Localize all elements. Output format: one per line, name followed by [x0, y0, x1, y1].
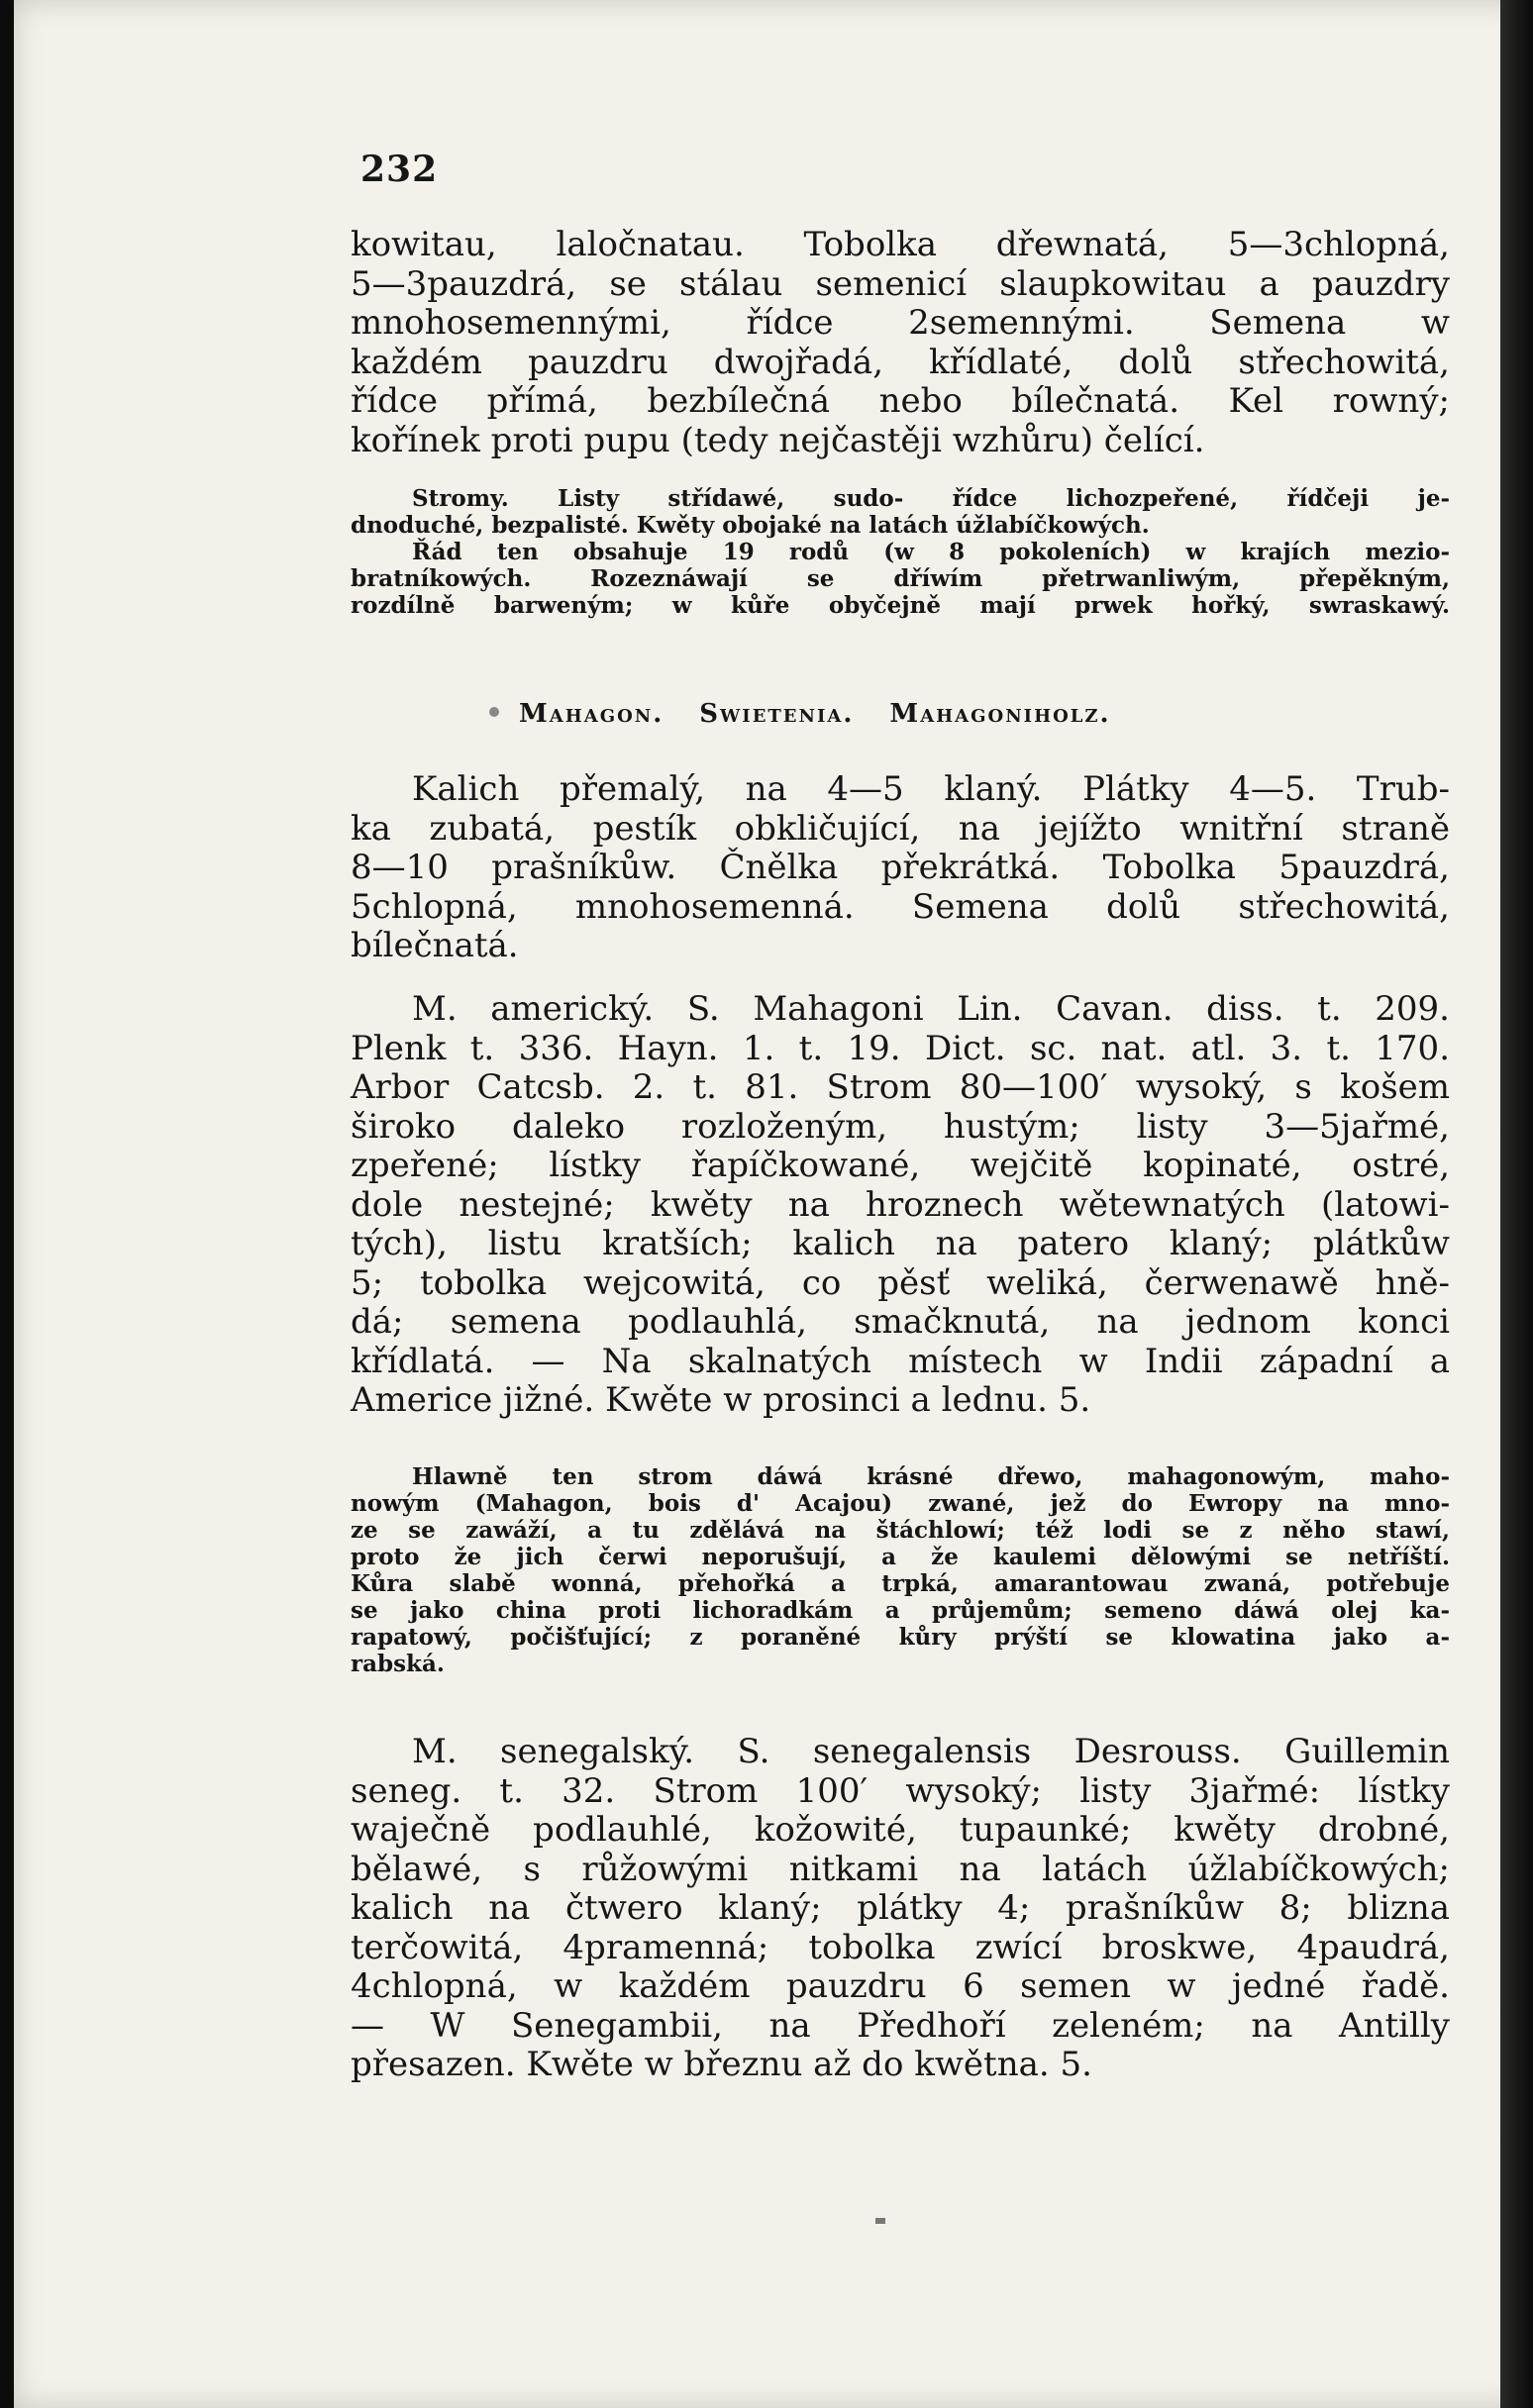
text-line: přesazen. Kwěte w březnu až do kwětna. 5. [351, 2045, 1092, 2084]
text-line: Arbor Catcsb. 2. t. 81. Strom 80—100′ wysoký, s košem [351, 1067, 1450, 1107]
species-american-mahogany [351, 990, 1450, 1421]
text-line: 5; tobolka wejcowitá, co pěsť weliká, čerwenawě hně- [351, 1262, 1450, 1303]
page-edge-shadow [1500, 0, 1533, 2408]
text-line: bílečnatá. [351, 926, 519, 965]
text-line: řídce přímá, bezbílečná nebo bílečnatá. Kel rowný; [351, 381, 1450, 421]
book-page [14, 0, 1527, 2408]
text-line: dá; semena podlauhlá, smačknutá, na jednom konci [351, 1302, 1450, 1342]
page-number: 232 [360, 149, 439, 190]
genus-description [351, 770, 1450, 966]
text-line: rabská. [351, 1651, 445, 1677]
text-line: rapatowý, počišťující; z poraněné kůry prýští se klowatina jako a- [351, 1624, 1450, 1651]
text-line: Kalich přemalý, na 4—5 klaný. Plátky 4—5. Trub- [412, 769, 1450, 809]
text-line: 5—3pauzdrá, se stálau semenicí slaupkowitau a pauzdry [351, 263, 1450, 304]
text-line: bělawé, s růžowými nitkami na latách úžlabíčkowých; [351, 1849, 1450, 1889]
text-line: waječně podlauhlé, kožowité, tupaunké; kwěty drobné, [351, 1810, 1450, 1850]
text-line: široko daleko rozloženým, hustým; listy 3—5jařmé, [351, 1106, 1450, 1147]
text-line: zpeřené; lístky řapíčkowané, wejčitě kopinaté, ostré, [351, 1146, 1450, 1185]
text-line: Americe jižné. Kwěte w prosinci a lednu. 5. [351, 1380, 1091, 1420]
text-line: M. senegalský. S. senegalensis Desrouss. Guillemin [412, 1732, 1450, 1771]
text-line: M. americký. S. Mahagoni Lin. Cavan. diss. t. 209. [412, 989, 1450, 1029]
text-line: terčowitá, 4pramenná; tobolka zwící broskwe, 4paudrá, [351, 1927, 1450, 1967]
text-line: kořínek proti pupu (tedy nejčastěji wzhůru) čelící. [351, 420, 1205, 460]
text-line: Plenk t. 336. Hayn. 1. t. 19. Dict. sc. nat. atl. 3. t. 170. [351, 1028, 1450, 1068]
text-line: proto že jich čerwi neporušují, a že kaulemi dělowými se netříští. [351, 1544, 1450, 1570]
family-note [351, 485, 1450, 619]
text-line: kalich na čtwero klaný; plátky 4; prašníkůw 8; blizna [351, 1888, 1450, 1928]
mahogany-uses-note [351, 1463, 1450, 1677]
text-line: 8—10 prašníkůw. Čnělka překrátká. Tobolka 5pauzdrá, [351, 848, 1450, 887]
text-line: dnoduché, bezpalisté. Kwěty obojaké na latách úžlabíčkowých. [351, 512, 1150, 539]
text-line: Kůra slabě wonná, přehořká a trpká, amarantowau zwaná, potřebuje [351, 1570, 1450, 1597]
text-line: 4chlopná, w každém pauzdru 6 semen w jedné řadě. [351, 1966, 1450, 2006]
text-line: Hlawně ten strom dáwá krásné dřewo, mahagonowým, maho- [412, 1463, 1450, 1490]
text-line: tých), listu kratších; kalich na patero klaný; plátkůw [351, 1224, 1450, 1263]
text-line: rozdílně barweným; w kůře obyčejně mají prwek hořký, swraskawý. [351, 592, 1450, 619]
text-line: ze se zawáží, a tu zdělává na štáchlowí; též lodi se z něho stawí, [351, 1517, 1450, 1544]
genus-header [519, 699, 1291, 729]
species-senegal-mahogany [351, 1733, 1450, 2085]
ink-mark [875, 2218, 885, 2224]
genus-name-latin: Swietenia. [699, 699, 855, 729]
text-line: bratníkowých. Rozeznáwají se dříwím přetrwanliwým, přepěkným, [351, 565, 1450, 592]
text-line: křídlatá. — Na skalnatých místech w Indii západní a [351, 1341, 1450, 1381]
text-line: Řád ten obsahuje 19 rodů (w 8 pokoleních) w krajích mezio- [412, 539, 1450, 565]
text-line: dole nestejné; kwěty na hroznech wětewnatých (latowi- [351, 1184, 1450, 1225]
text-line: Stromy. Listy střídawé, sudo- řídce lichozpeřené, řídčeji je- [412, 485, 1450, 512]
text-line: nowým (Mahagon, bois d' Acajou) zwané, jež do Ewropy na mno- [351, 1490, 1450, 1517]
text-line: mnohosemennými, řídce 2semennými. Semena w [351, 303, 1450, 343]
text-line: se jako china proti lichoradkám a průjemům; semeno dáwá olej ka- [351, 1597, 1450, 1624]
text-line: kowitau, laločnatau. Tobolka dřewnatá, 5—3chlopná, [351, 225, 1450, 264]
genus-name-czech: Mahagon. [519, 699, 664, 729]
text-line: seneg. t. 32. Strom 100′ wysoký; listy 3jařmé: lístky [351, 1770, 1450, 1811]
genus-name-german: Mahagoniholz. [889, 699, 1111, 729]
text-line: každém pauzdru dwojřadá, křídlaté, dolů střechowitá, [351, 342, 1450, 382]
ink-dot [489, 707, 499, 717]
intro-paragraph [351, 226, 1450, 460]
text-line: 5chlopná, mnohosemenná. Semena dolů střechowitá, [351, 886, 1450, 927]
text-line: ka zubatá, pestík obkličující, na jejížto wnitřní straně [351, 808, 1450, 849]
text-line: — W Senegambii, na Předhoří zeleném; na Antilly [351, 2005, 1450, 2046]
